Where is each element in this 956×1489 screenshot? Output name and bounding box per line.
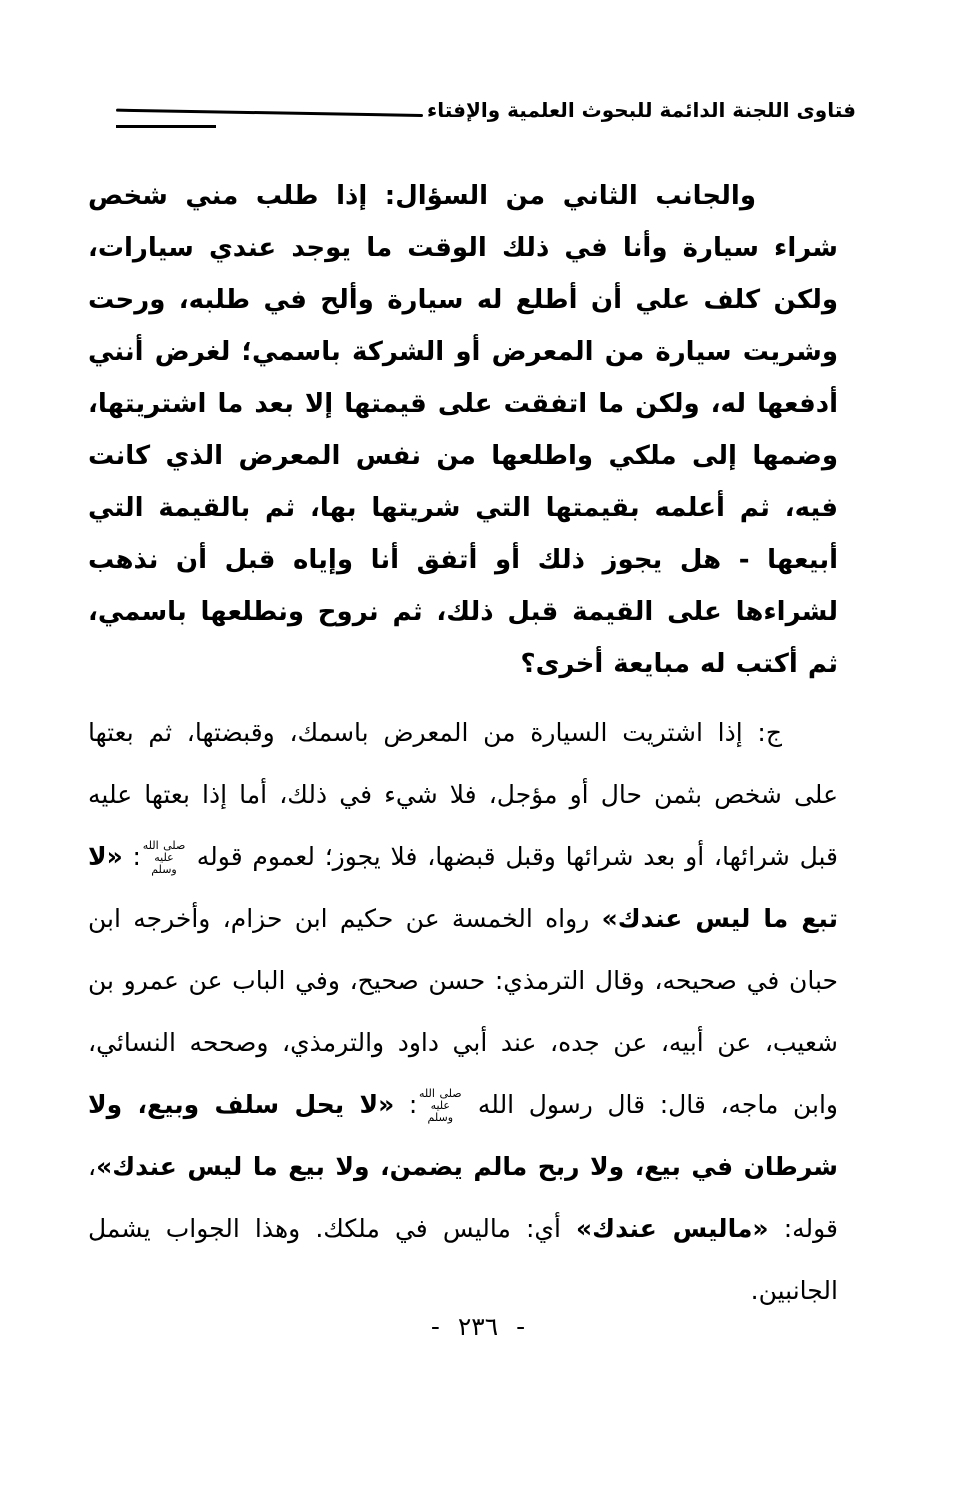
answer-text: : [122,842,141,871]
fatwa-text [88,170,838,1322]
answer-text: أي: ماليس في ملكك. وهذا الجواب يشمل الجانبين. [88,1214,838,1305]
book-title: فتاوى اللجنة الدائمة للبحوث العلمية والإفتاء [427,98,856,122]
header-rule-tail [116,125,216,128]
answer-text: ج: إذا اشتريت السيارة من المعرض باسمك، وقبضتها، ثم بعتها على شخص بثمن حال أو مؤجل، فلا شيء في ذلك، أما إذا بعتها عليه قبل شرائها، أو بعد شرائها وقبل قبضها، فلا يجوز؛ لعموم قوله [88,718,839,871]
pbuh-symbol: صلى الله عليه وسلم [142,838,186,877]
page-number: - ٢٣٦ - [430,1312,526,1341]
header-rule-line [116,109,423,117]
answer-text: : [394,1090,418,1119]
answer-text: رواه الخمسة عن حكيم ابن حزام، وأخرجه ابن حبان في صحيحه، وقال الترمذي: حسن صحيح، وفي الباب عن عمرو بن شعيب، عن أبيه، عن جده، عند أبي داود والترمذي، وصححه النسائي، وابن ماجه، قال: قال رسول الله [88,904,838,1119]
answer-paragraph [88,702,838,1322]
running-head [112,96,856,124]
hadith-quote: «لا تبع ما ليس عندك» [88,842,838,933]
hadith-quote: «لا يحل سلف وبيع، ولا شرطان في بيع، ولا ربح مالم يضمن، ولا بيع ما ليس عندك» [88,1090,838,1181]
hadith-quote: «ماليس عندك» [576,1214,769,1243]
pbuh-symbol: صلى الله عليه وسلم [419,1086,462,1125]
question-paragraph: والجانب الثاني من السؤال: إذا طلب مني شخص شراء سيارة وأنا في ذلك الوقت ما يوجد عندي سيارات، ولكن كلف علي أن أطلع له سيارة وألح في طلبه، ورحت وشريت سيارة من المعرض أو الشركة باسمي؛ لغرض أنني أدفعها له، ولكن ما اتفقت على قيمتها إلا بعد ما اشتريتها، وضمها إلى ملكي واطلعها من نفس المعرض الذي كانت فيه، ثم أعلمه بقيمتها التي شريتها بها، ثم بالقيمة التي أبيعها - هل يجوز ذلك أو أتفق أنا وإياه قبل أن نذهب لشراءها على القيمة قبل ذلك، ثم نروح ونطلعها باسمي، ثم أكتب له مبايعة أخرى؟ [88,181,838,679]
header-rule [114,96,427,124]
answer-text: ، قوله: [88,1152,838,1243]
